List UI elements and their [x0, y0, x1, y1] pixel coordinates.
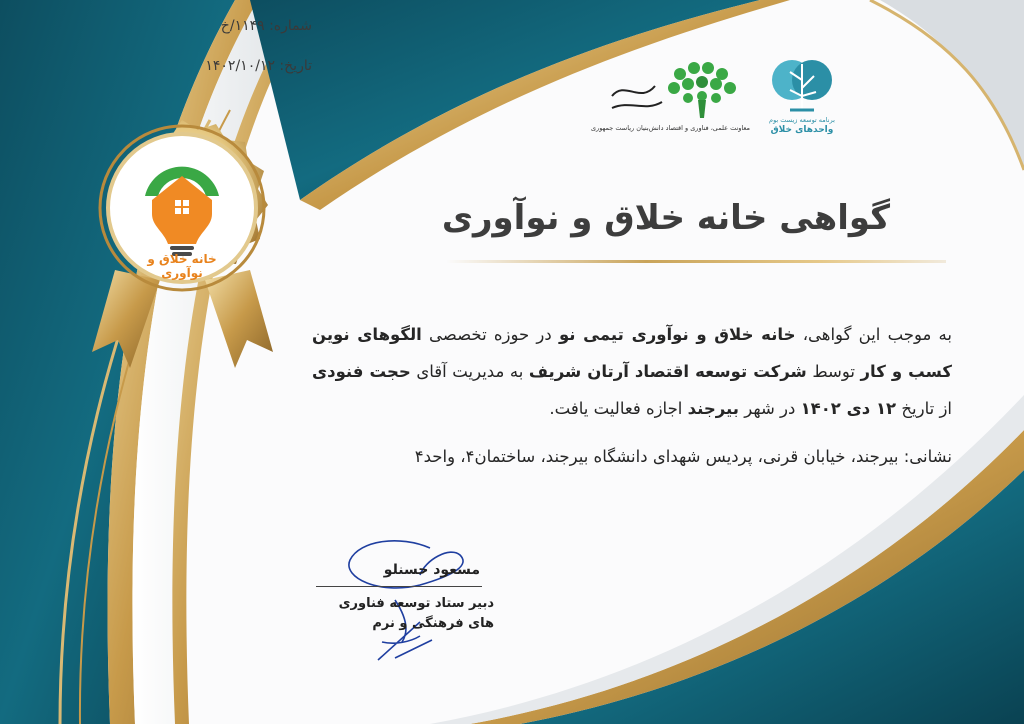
certificate-title: گواهی خانه خلاق و نوآوری	[441, 198, 890, 238]
body-text: به موجب این گواهی،	[795, 325, 952, 344]
body-text: از تاریخ	[896, 399, 952, 418]
hq-dot	[696, 76, 708, 88]
certificate-body	[312, 316, 952, 427]
signer-title: دبیر ستاد توسعه فناوری های فرهنگی و نرم	[338, 596, 494, 631]
hq-calligraphy	[612, 86, 662, 108]
body-text: به مدیریت آقای	[410, 362, 529, 381]
signer-name: مسعود حسنلو	[383, 562, 480, 578]
top-right-wave	[880, 0, 1024, 170]
signature-line	[316, 586, 482, 587]
program-logo-caption: برنامه توسعه زیست بوم	[769, 116, 835, 124]
hq-dot	[724, 82, 736, 94]
headquarters-logo	[612, 62, 736, 118]
hq-dot	[682, 78, 694, 90]
address: نشانی: بیرجند، خیابان قرنی، پردیس شهدای دانشگاه بیرجند، ساختمان۴، واحد۴	[414, 447, 952, 466]
body-company: شرکت توسعه اقتصاد آرتان شریف	[528, 362, 807, 381]
body-text: در شهر	[738, 399, 801, 418]
body-text: توسط	[806, 362, 861, 381]
body-text: اجازه فعالیت یافت.	[549, 399, 688, 418]
body-manager: حجت فنودی	[312, 362, 411, 381]
hq-dot	[668, 82, 680, 94]
hq-dot	[710, 78, 722, 90]
hq-dot	[702, 62, 714, 74]
title-divider	[446, 260, 946, 263]
certificate-date: تاریخ: ۱۴۰۲/۱۰/۱۲	[205, 58, 312, 74]
hq-dot	[674, 68, 686, 80]
logo-bulb-base-1	[170, 246, 194, 250]
hq-dot	[716, 68, 728, 80]
body-city: بیرجند	[687, 399, 739, 418]
body-field: الگوهای نوین کسب و کار	[312, 325, 953, 381]
body-house-name: خانه خلاق و نوآوری تیمی نو	[558, 325, 796, 344]
hq-dot	[697, 91, 707, 101]
program-logo	[772, 60, 832, 110]
body-text: در حوزه تخصصی	[421, 325, 559, 344]
headquarters-logo-caption: معاونت علمی، فناوری و اقتصاد دانش‌بنیان ریاست جمهوری	[590, 124, 750, 132]
certificate-number: شماره: ۱۱۴۹/خ	[220, 18, 312, 34]
hq-dot	[711, 93, 721, 103]
hq-dot	[683, 93, 693, 103]
hq-trunk	[698, 100, 706, 118]
creative-house-logo-caption: خانه خلاق و نوآوری	[147, 252, 217, 280]
body-start-date: ۱۲ دی ۱۴۰۲	[800, 399, 897, 418]
hq-dot	[688, 62, 700, 74]
medal-ribbon-right	[205, 270, 273, 368]
program-logo-caption-bold: واحدهای خلاق	[770, 125, 834, 135]
